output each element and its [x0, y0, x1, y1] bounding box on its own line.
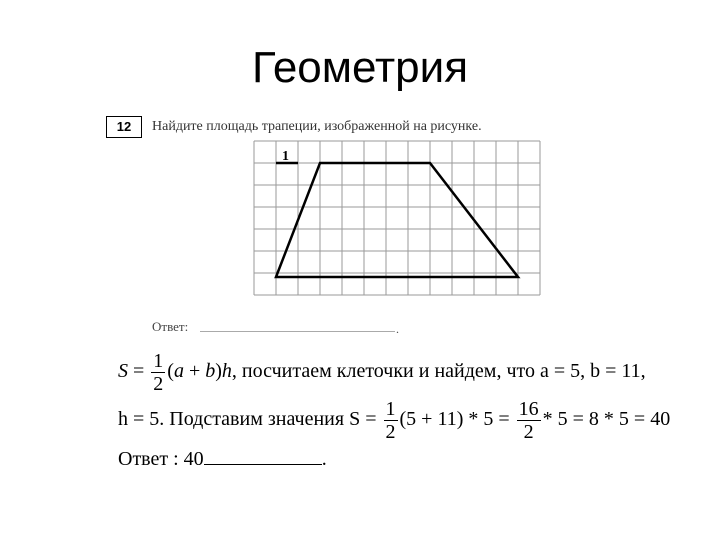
answer-dot: . [396, 322, 399, 336]
fraction-num: 1 [153, 350, 164, 372]
task-text: Найдите площадь трапеции, изображенной на рисунке. [152, 119, 482, 134]
fraction-num: 16 [518, 398, 539, 420]
answer-label: Ответ: [152, 319, 189, 334]
fraction-half [151, 350, 165, 395]
final-answer-blank [204, 448, 322, 465]
trapezoid [276, 163, 518, 277]
formula-b: b [205, 360, 216, 383]
fraction-den: 2 [153, 373, 164, 395]
solution-line-3 [118, 448, 327, 471]
formula-eq: = [133, 360, 145, 383]
formula-plus: + [188, 360, 201, 383]
formula-s: S [118, 360, 128, 383]
solution-text-2a: h = 5. Подставим значения S = [118, 408, 377, 431]
fraction-den: 2 [523, 421, 534, 443]
fraction-den: 2 [385, 421, 396, 443]
solution-text-2c: * 5 = 8 * 5 = 40 [542, 408, 671, 431]
answer-line [200, 331, 395, 332]
final-answer-label: Ответ : 40 [118, 448, 204, 470]
fraction-half-2 [384, 398, 398, 443]
page-title: Геометрия [251, 43, 469, 92]
solution-line-2 [118, 398, 670, 443]
fraction-num: 1 [385, 398, 396, 420]
formula-h: h [221, 360, 232, 383]
solution-text-2b: (5 + 11) * 5 = [399, 408, 510, 431]
task-number: 12 [106, 116, 142, 138]
unit-label: 1 [282, 149, 289, 164]
fraction-sixteen-halves [517, 398, 541, 443]
final-answer-dot: . [321, 448, 327, 470]
formula-a: a [173, 360, 184, 383]
solution-line-1 [118, 350, 646, 395]
solution-text-1: , посчитаем клеточки и найдем, что a = 5, b = 11, [231, 360, 646, 383]
paren-open: ( [167, 360, 174, 383]
paren-close: ) [215, 360, 222, 383]
